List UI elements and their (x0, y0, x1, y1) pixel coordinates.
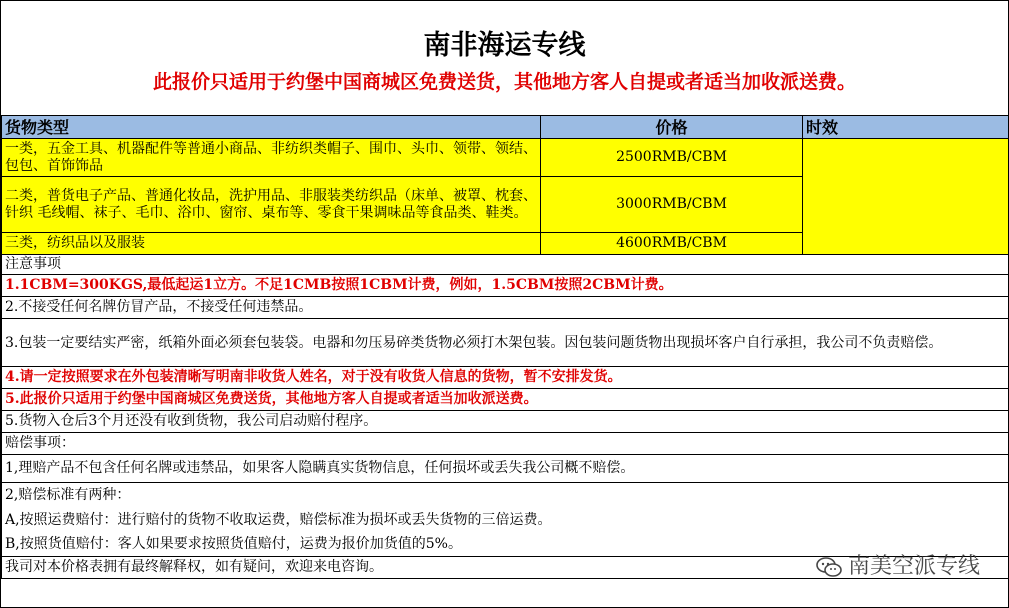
price-cell: 4600RMB/CBM (541, 233, 803, 255)
note-text: 2.不接受任何名牌仿冒产品，不接受任何违禁品。 (2, 297, 1009, 319)
table-row (2, 139, 1009, 177)
header-price: 价格 (541, 116, 803, 139)
comp-header: 赔偿事项： (2, 433, 1009, 455)
watermark-text: 南美空派专线 (847, 554, 980, 579)
page-title: 南非海运专线 (423, 30, 586, 61)
price-cell: 3000RMB/CBM (541, 177, 803, 233)
note-text: 5.货物入仓后3个月还没有收到货物，我公司启动赔付程序。 (2, 411, 1009, 433)
price-cell: 2500RMB/CBM (541, 139, 803, 177)
note-row (2, 275, 1009, 297)
cargo-type-cell: 三类，纺织品以及服装 (2, 233, 541, 255)
header-timing: 时效 (803, 116, 1009, 139)
note-text: 5.此报价只适用于约堡中国商城区免费送货，其他地方客人自提或者适当加收派送费。 (2, 389, 1009, 411)
price-table (1, 115, 1009, 579)
wechat-icon (816, 556, 842, 578)
comp-text: 1,理赔产品不包含任何名牌或违禁品，如果客人隐瞒真实货物信息，任何损坏或丢失我公司概不赔偿。 (2, 455, 1009, 483)
header-cargo-type: 货物类型 (2, 116, 541, 139)
footer-text: 我司对本价格表拥有最终解释权，如有疑问，欢迎来电咨询。 (2, 557, 1009, 579)
comp-row (2, 508, 1009, 533)
cargo-type-cell: 一类，五金工具、机器配件等普通小商品、非纺织类帽子、围巾、头巾、领带、领结、包包、首饰饰品 (2, 139, 541, 177)
note-text: 3.包装一定要结实严密，纸箱外面必须套包装袋。电器和勿压易碎类货物必须打木架包装。因包装问题货物出现损坏客户自行承担，我公司不负责赔偿。 (2, 319, 1009, 367)
watermark (816, 549, 980, 580)
notes-header-row (2, 255, 1009, 275)
comp-row (2, 455, 1009, 483)
cargo-type-cell: 二类，普货电子产品、普通化妆品，洗护用品、非服装类纺织品（床单、被罩、枕套、针织 毛线帽、袜子、毛巾、浴巾、窗帘、桌布等、零食干果调味品等食品类、鞋类。 (2, 177, 541, 233)
comp-header-row (2, 433, 1009, 455)
note-text: 1.1CBM=300KGS,最低起运1立方。不足1CMB按照1CBM计费，例如，1.5CBM按照2CBM计费。 (2, 275, 1009, 297)
comp-row (2, 483, 1009, 508)
comp-text: B,按照货值赔付：客人如果要求按照货值赔付，运费为报价加货值的5%。 (2, 533, 1009, 557)
note-row (2, 297, 1009, 319)
comp-text: A,按照运费赔付：进行赔付的货物不收取运费，赔偿标准为损坏或丢失货物的三倍运费。 (2, 508, 1009, 533)
note-row (2, 367, 1009, 389)
note-row (2, 319, 1009, 367)
notes-header: 注意事项 (2, 255, 1009, 275)
note-row (2, 411, 1009, 433)
comp-text: 2,赔偿标准有两种： (2, 483, 1009, 508)
note-row (2, 389, 1009, 411)
timing-cell (803, 139, 1009, 255)
note-text: 4.请一定按照要求在外包装清晰写明南非收货人姓名，对于没有收货人信息的货物，暂不安排发货。 (2, 367, 1009, 389)
table-header-row (2, 116, 1009, 139)
page-subtitle: 此报价只适用于约堡中国商城区免费送货，其他地方客人自提或者适当加收派送费。 (152, 71, 856, 93)
